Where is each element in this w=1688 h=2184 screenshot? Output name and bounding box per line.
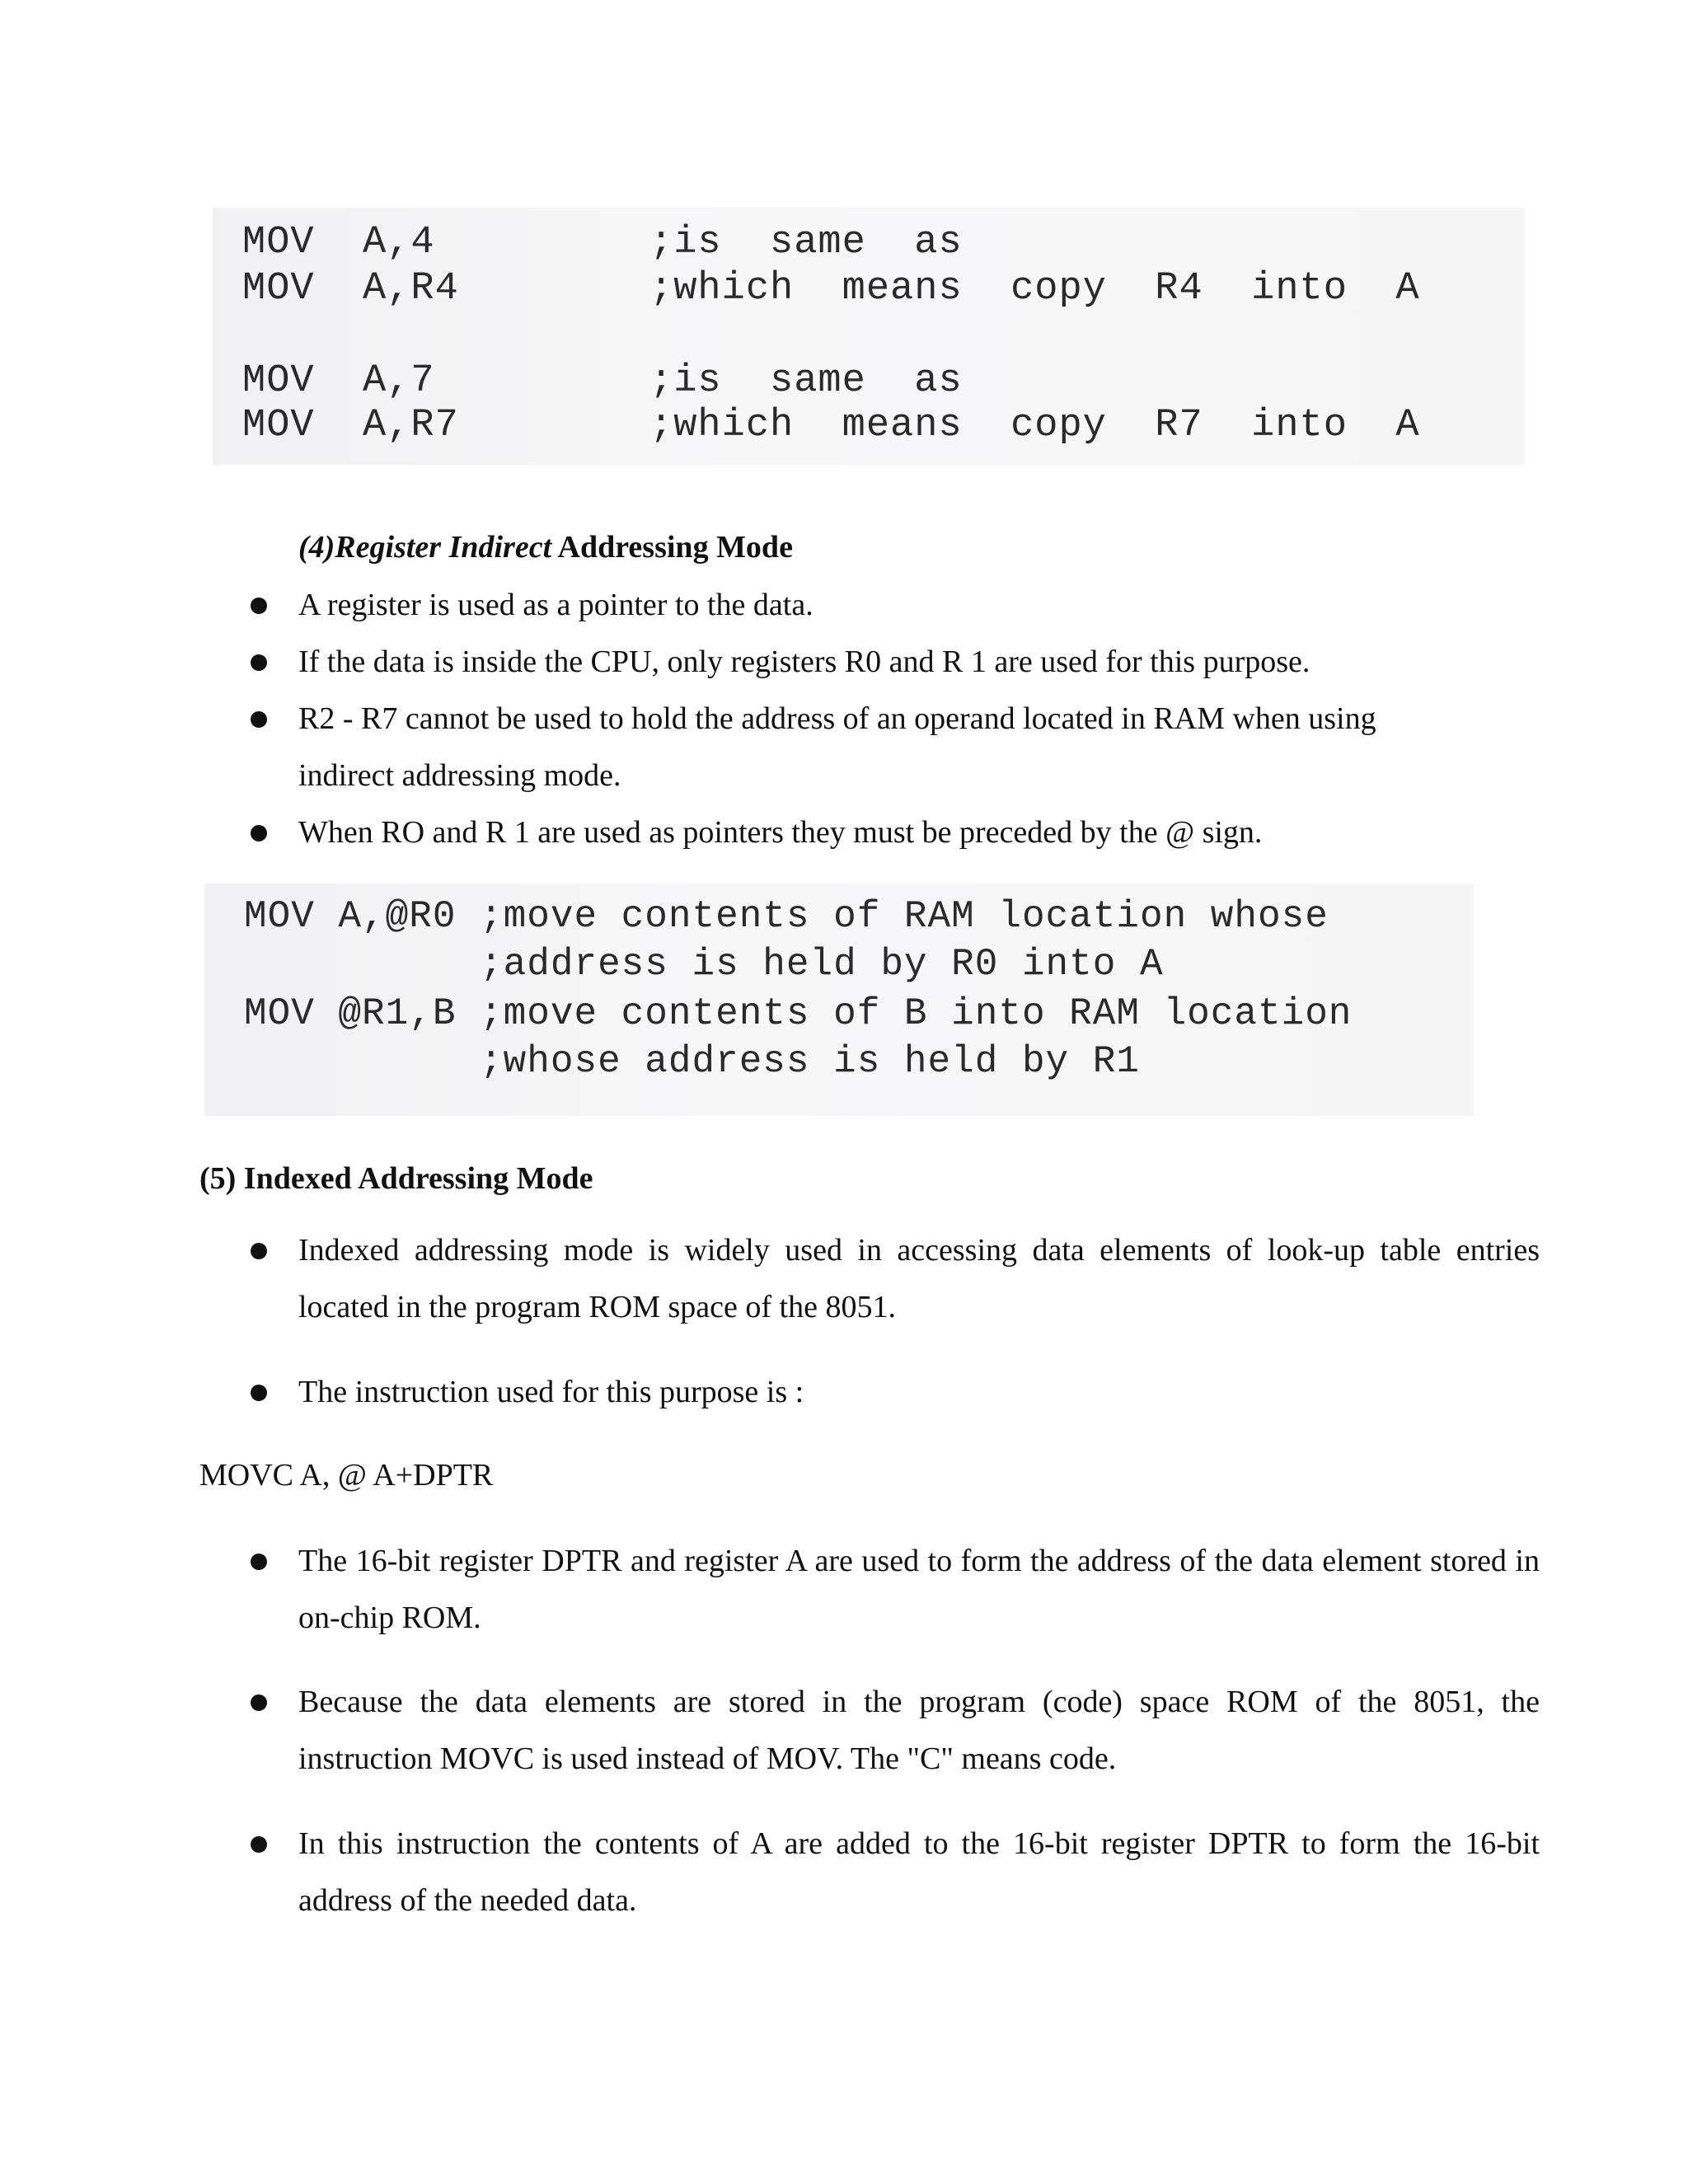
bullet-text: The instruction used for this purpose is : <box>298 1375 804 1409</box>
code-line: MOV A,R7 <box>242 404 459 448</box>
heading-italic-part: (4)Register Indirect <box>298 530 552 565</box>
code-block-register-addressing <box>213 208 1525 465</box>
bullet-text: The 16-bit register DPTR and register A are used to form the address of the data element stored in on-chip ROM. <box>298 1544 1540 1635</box>
bullet-dot <box>251 1694 267 1711</box>
bullet-dot <box>251 1554 267 1570</box>
code-line: ;whose address is held by R1 <box>244 1040 1140 1083</box>
bullet-dot <box>251 711 267 728</box>
bullet-dot <box>251 654 267 671</box>
code-comment: ;is same as <box>649 221 963 265</box>
bullet-text-continued: indirect addressing mode. <box>298 758 621 793</box>
bullet-text: If the data is inside the CPU, only registers R0 and R 1 are used for this purpose. <box>298 644 1311 679</box>
section-heading-register-indirect <box>298 529 793 565</box>
bullet-text: Because the data elements are stored in the program (code) space ROM of the 8051, the instruction MOVC is used instead of MOV. The "C" means code. <box>298 1685 1540 1776</box>
heading-rest-part: Addressing Mode <box>551 530 793 565</box>
section-heading-indexed: (5) Indexed Addressing Mode <box>199 1161 593 1196</box>
code-line: MOV A,7 <box>242 359 435 403</box>
code-comment: ;which means copy R7 into A <box>649 404 1420 448</box>
bullet-text: R2 - R7 cannot be used to hold the address of an operand located in RAM when using <box>298 701 1376 736</box>
bullet-text: When RO and R 1 are used as pointers they must be preceded by the @ sign. <box>298 815 1263 850</box>
code-line: MOV @R1,B ;move contents of B into RAM location <box>244 992 1353 1035</box>
instruction-line: MOVC A, @ A+DPTR <box>199 1458 494 1493</box>
bullet-text: A register is used as a pointer to the data. <box>298 588 814 622</box>
bullet-dot <box>251 1243 267 1259</box>
bullet-dot <box>251 1385 267 1401</box>
code-block-register-indirect <box>204 883 1474 1116</box>
bullet-text: In this instruction the contents of A are added to the 16-bit register DPTR to form the 16-bit address of the needed data. <box>298 1826 1540 1918</box>
code-line: MOV A,@R0 ;move contents of RAM location whose <box>244 895 1329 938</box>
bullet-text: Indexed addressing mode is widely used in accessing data elements of look-up table entries located in the program ROM space of the 8051. <box>298 1233 1540 1324</box>
bullet-dot <box>251 598 267 614</box>
code-comment: ;is same as <box>649 359 963 403</box>
code-comment: ;which means copy R4 into A <box>649 267 1420 311</box>
bullet-dot <box>251 825 267 841</box>
code-line: MOV A,4 <box>242 221 435 265</box>
bullet-dot <box>251 1836 267 1853</box>
code-line: MOV A,R4 <box>242 267 459 311</box>
code-line: ;address is held by R0 into A <box>244 943 1164 986</box>
